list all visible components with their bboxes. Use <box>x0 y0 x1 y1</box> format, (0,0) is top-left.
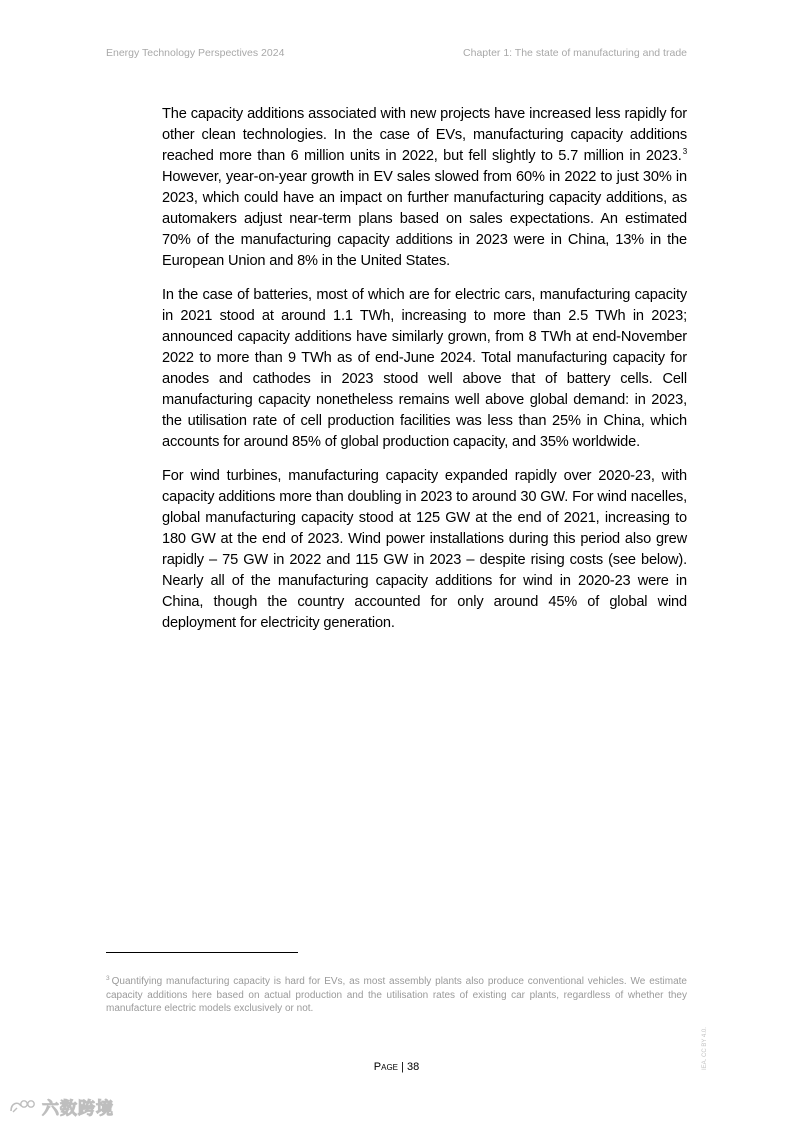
page-separator: | <box>398 1061 407 1073</box>
chapter-title: Chapter 1: The state of manufacturing and trade <box>463 47 687 59</box>
paragraph-ev-capacity-text: The capacity additions associated with new projects have increased less rapidly for other clean technologies. In the case of EVs, manufacturing capacity additions reached more than 6 million units in 2022, but fell slightly to 5.7 million in 2023. <box>162 106 687 164</box>
footnote-reference[interactable]: 3 <box>682 147 687 156</box>
paragraph-ev-capacity <box>162 104 687 272</box>
paragraph-batteries: In the case of batteries, most of which are for electric cars, manufacturing capacity in 2021 stood at around 1.1 TWh, increasing to more than 2.5 TWh in 2023; announced capacity additions have similarly grown, from 8 TWh at end-November 2022 to more than 9 TWh as of end-June 2024. Total manufacturing capacity for anodes and cathodes in 2023 stood well above that of battery cells. Cell manufacturing capacity nonetheless remains well above global demand: in 2023, the utilisation rate of cell production facilities was less than 25% in China, which accounts for around 85% of global production capacity, and 35% worldwide. <box>162 287 687 450</box>
page-number-value: 38 <box>406 1061 420 1073</box>
watermark <box>8 1095 114 1117</box>
report-title: Energy Technology Perspectives 2024 <box>106 47 285 59</box>
paragraph-ev-capacity-cont: However, year-on-year growth in EV sales slowed from 60% in 2022 to just 30% in 2023, which could have an impact on further manufacturing capacity additions, as automakers adjust near-term plans based on sales expectations. An estimated 70% of the manufacturing capacity additions in 2023 were in China, 13% in the European Union and 8% in the United States. <box>162 169 687 269</box>
watermark-text: 六数跨境 <box>42 1098 114 1119</box>
license-text: IEA. CC BY 4.0. <box>702 1027 708 1070</box>
footnote <box>106 975 687 1016</box>
watermark-logo-icon <box>8 1097 38 1115</box>
page-label: Page <box>373 1061 398 1073</box>
body-text <box>162 104 687 647</box>
page-number <box>0 1061 793 1073</box>
footnote-text: Quantifying manufacturing capacity is hard for EVs, as most assembly plants also produce conventional vehicles. We estimate capacity additions here based on actual production and the utilisation rates of existing car plants, regardless of whether they manufacture electric models exclusively or not. <box>106 976 687 1014</box>
paragraph-wind-turbines: For wind turbines, manufacturing capacity expanded rapidly over 2020-23, with capacity additions more than doubling in 2023 to around 30 GW. For wind nacelles, global manufacturing capacity stood at 125 GW at the end of 2021, increasing to 180 GW at the end of 2023. Wind power installations during this period also grew rapidly – 75 GW in 2022 and 115 GW in 2023 – despite rising costs (see below). Nearly all of the manufacturing capacity additions for wind in 2020-23 were in China, though the country accounted for only around 45% of global wind deployment for electricity generation. <box>162 468 687 631</box>
footnote-divider <box>106 952 298 953</box>
running-header <box>106 47 687 63</box>
footnote-marker: 3 <box>106 975 110 982</box>
